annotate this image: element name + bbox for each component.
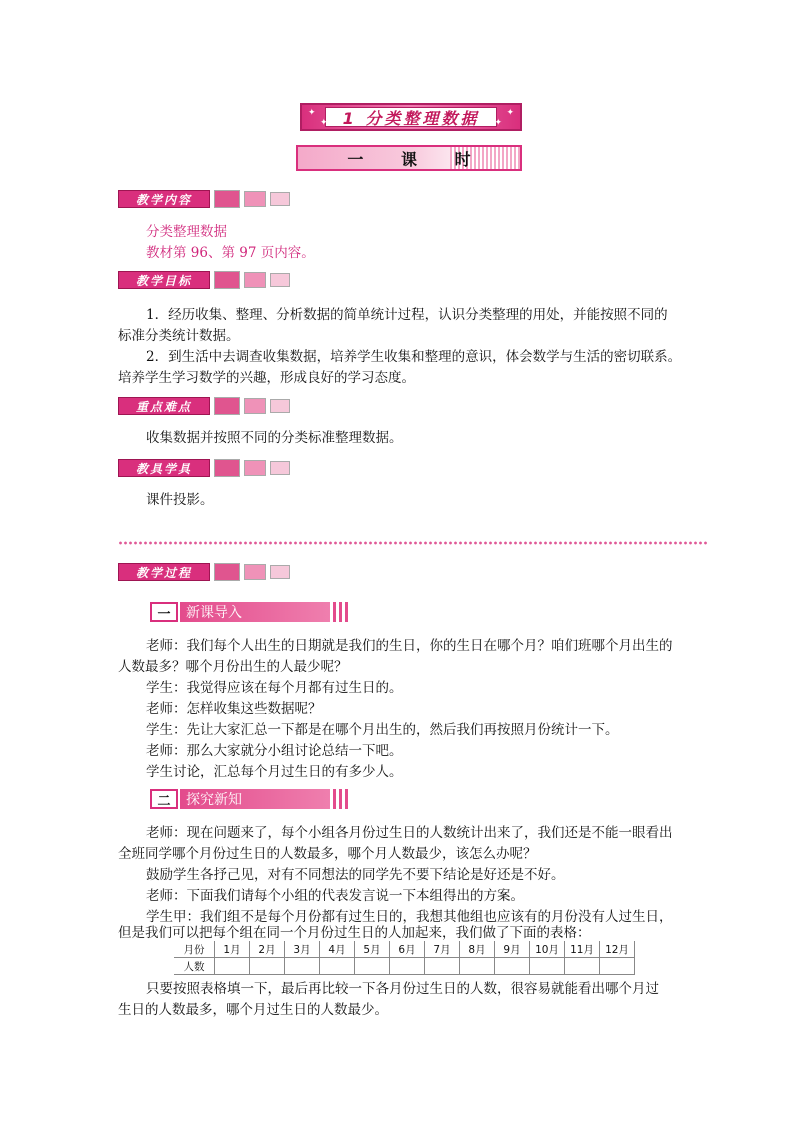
- content-line: 分类整理数据: [146, 224, 227, 240]
- goal-line: 培养学生学习数学的兴趣，形成良好的学习态度。: [118, 370, 415, 386]
- month-cell: 3月: [285, 941, 320, 958]
- star-icon: ✦: [506, 108, 514, 118]
- table-row: [174, 958, 635, 975]
- title-banner: [300, 103, 522, 131]
- subheader-part1: [150, 601, 348, 623]
- month-cell: 8月: [460, 941, 495, 958]
- page-title: 1 分类整理数据: [325, 107, 497, 127]
- month-cell: 10月: [530, 941, 565, 958]
- section-header-content: [118, 189, 290, 209]
- month-cell: 7月: [425, 941, 460, 958]
- goal-line: 1．经历收集、整理、分析数据的简单统计过程，认识分类整理的用处，并能按照不同的: [146, 307, 668, 323]
- paragraph-line: 学生甲：我们组不是每个月份都有过生日的，我想其他组也应该有的月份没有人过生日，: [146, 909, 673, 925]
- tools-line: 课件投影。: [146, 492, 214, 508]
- section-label: 教具学具: [118, 459, 210, 477]
- section-label: 重点难点: [118, 397, 210, 415]
- section-header-process: [118, 562, 290, 582]
- lesson-banner: [296, 145, 522, 171]
- section-label: 教学目标: [118, 271, 210, 289]
- paragraph-line: 老师：现在问题来了，每个小组各月份过生日的人数统计出来了，我们还是不能一眼看出: [146, 825, 673, 841]
- month-cell: 12月: [600, 941, 635, 958]
- dotted-divider: [118, 539, 708, 547]
- paragraph-line: 学生：我觉得应该在每个月都有过生日的。: [146, 680, 403, 696]
- section-label: 教学过程: [118, 563, 210, 581]
- paragraph-line: 全班同学哪个月份过生日的人数最多，哪个月人数最少，该怎么办呢？: [118, 846, 537, 862]
- month-cell: 2月: [250, 941, 285, 958]
- paragraph-line: 老师：我们每个人出生的日期就是我们的生日，你的生日在哪个月？咱们班哪个月出生的: [146, 638, 673, 654]
- month-cell: 9月: [495, 941, 530, 958]
- goal-line: 2．到生活中去调查收集数据，培养学生收集和整理的意识，体会数学与生活的密切联系。: [146, 349, 682, 365]
- part-title: 探究新知: [180, 789, 330, 809]
- part-number: 二: [150, 789, 178, 809]
- paragraph-line: 但是我们可以把每个组在同一个月份过生日的人加起来，我们做了下面的表格：: [118, 925, 591, 941]
- section-header-keypoints: [118, 396, 290, 416]
- paragraph-line: 老师：那么大家就分小组讨论总结一下吧。: [146, 743, 403, 759]
- paragraph-line: 学生：先让大家汇总一下都是在哪个月出生的，然后我们再按照月份统计一下。: [146, 722, 619, 738]
- table-header-cell: 月份: [174, 941, 215, 958]
- goal-line: 标准分类统计数据。: [118, 328, 240, 344]
- birthday-month-table: [174, 941, 635, 975]
- month-cell: 6月: [390, 941, 425, 958]
- content-line: 教材第 96、第 97 页内容。: [146, 245, 315, 261]
- month-cell: 5月: [355, 941, 390, 958]
- part-title: 新课导入: [180, 602, 330, 622]
- month-cell: 4月: [320, 941, 355, 958]
- star-icon: ✦: [494, 118, 502, 128]
- paragraph-line: 只要按照表格填一下，最后再比较一下各月份过生日的人数，很容易就能看出哪个月过: [146, 981, 659, 997]
- subheader-part2: [150, 788, 348, 810]
- paragraph-line: 老师：怎样收集这些数据呢？: [146, 701, 322, 717]
- star-icon: ✦: [320, 118, 328, 128]
- paragraph-line: 老师：下面我们请每个小组的代表发言说一下本组得出的方案。: [146, 888, 524, 904]
- section-label: 教学内容: [118, 190, 210, 208]
- table-header-cell: 人数: [174, 958, 215, 975]
- paragraph-line: 鼓励学生各抒己见，对有不同想法的同学先不要下结论是好还是不好。: [146, 867, 565, 883]
- paragraph-line: 学生讨论，汇总每个月过生日的有多少人。: [146, 764, 403, 780]
- star-icon: ✦: [308, 108, 316, 118]
- lesson-label: 一 课 时: [347, 149, 487, 169]
- paragraph-line: 人数最多？哪个月份出生的人最少呢？: [118, 659, 348, 675]
- month-cell: 11月: [565, 941, 600, 958]
- part-number: 一: [150, 602, 178, 622]
- month-cell: 1月: [215, 941, 250, 958]
- section-header-tools: [118, 458, 290, 478]
- keypoint-line: 收集数据并按照不同的分类标准整理数据。: [146, 430, 403, 446]
- section-header-goals: [118, 270, 290, 290]
- paragraph-line: 生日的人数最多，哪个月过生日的人数最少。: [118, 1002, 388, 1018]
- table-row: [174, 941, 635, 958]
